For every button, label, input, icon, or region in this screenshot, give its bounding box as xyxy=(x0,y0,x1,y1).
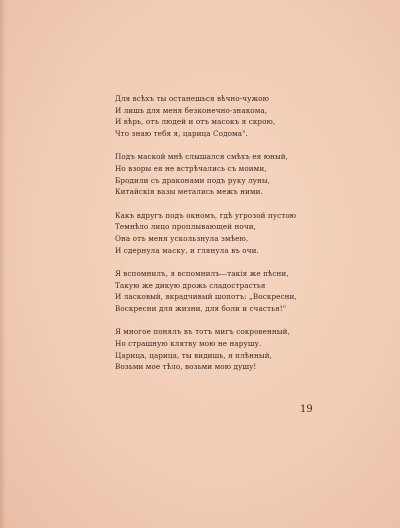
poem-line: Для всѣхъ ты останешься вѣчно-чужою xyxy=(115,94,269,103)
poem-line: Китайскія вазы метались межъ ними. xyxy=(115,187,263,197)
poem-line: Но взоры ея не встрѣчались съ моими, xyxy=(115,164,267,174)
poem-line: И вѣрь, отъ людей и отъ масокъ я скрою, xyxy=(115,117,276,127)
stanza-5 xyxy=(115,326,385,373)
poem-line: Она отъ меня ускользнула змѣею, xyxy=(115,234,249,244)
page-number: 19 xyxy=(300,404,313,415)
stanza-1 xyxy=(115,93,385,140)
poem-line: И лишь для меня безконечно-знакома, xyxy=(115,105,268,115)
stanza-3 xyxy=(115,210,385,257)
page-edge-shadow xyxy=(0,0,6,528)
poem-line: Бродили съ драконами подъ рукy луны, xyxy=(115,175,271,185)
poem-line: И ласковый, вкрадчивый шопотъ: „Воскресни, xyxy=(115,292,297,302)
poem-line: Воскресни для жизни, для боли и счастья!" xyxy=(115,304,287,314)
poem-line: Темнѣло лицо проплывающей ночи, xyxy=(115,222,256,232)
stanza-2 xyxy=(115,151,385,198)
poem-line: Что знаю тебя я, царица Содома". xyxy=(115,129,248,139)
poem-line: Подъ маской мнѣ слышался смѣхъ ея юный, xyxy=(115,152,289,162)
poem-line: И сдернула маску, и глянула въ очи. xyxy=(115,245,259,255)
poem-line: Возьми мое тѣло, возьми мою душу! xyxy=(115,362,257,372)
poem-line: Я многое понялъ въ тотъ мигъ сокровенный, xyxy=(115,327,290,337)
stanza-4 xyxy=(115,268,385,315)
poem-line: Но страшную клятву мою не нарушу. xyxy=(115,338,262,348)
poem-line: Царица, царица, ты видишь, я плѣнный, xyxy=(115,350,272,360)
poem-line: Такую же дикую дрожь сладострастья xyxy=(115,280,266,290)
poem-line: Какъ вдругъ подъ окномъ, гдѣ угрозой пустою xyxy=(115,210,297,220)
poem-line: Я вспомнилъ, я вспомнилъ—такія же пѣсни, xyxy=(115,268,289,278)
poem-text xyxy=(115,93,385,385)
